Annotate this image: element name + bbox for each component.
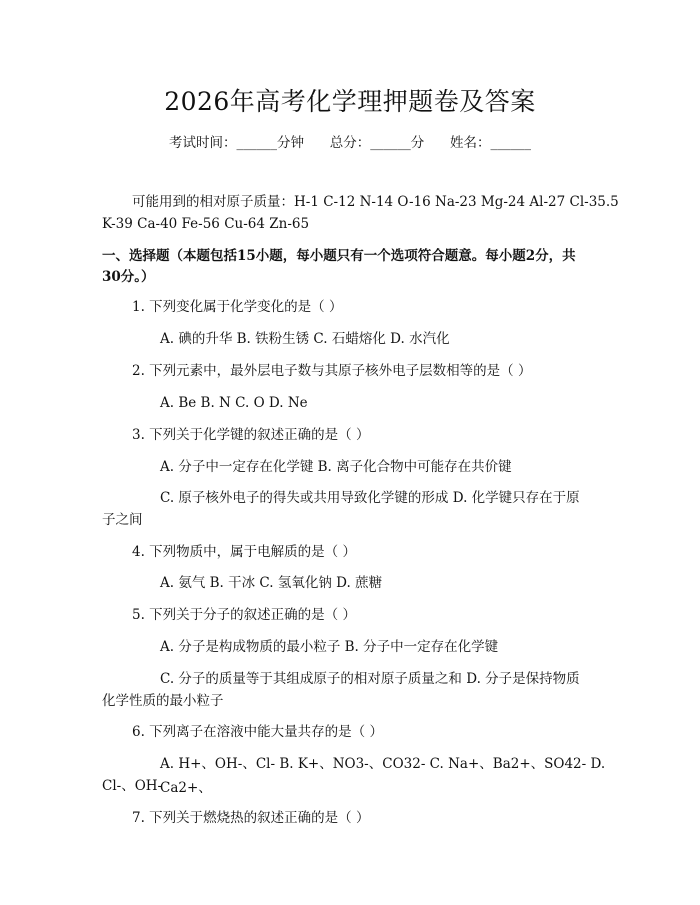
- section-heading-line-1: 一、选择题（本题包括15小题，每小题只有一个选项符合题意。每小题2分，共: [102, 248, 576, 264]
- question-3-options-line-2: C. 原子核外电子的得失或共用导致化学键的形成 D. 化学键只存在于原: [160, 490, 580, 506]
- question-3-stem: 3. 下列关于化学键的叙述正确的是（ ）: [132, 427, 370, 443]
- question-6-options-line-2: Cl-、OH-: [102, 778, 163, 794]
- question-1-options: A. 碘的升华 B. 铁粉生锈 C. 石蜡熔化 D. 水汽化: [160, 331, 450, 347]
- question-5-stem: 5. 下列关于分子的叙述正确的是（ ）: [132, 607, 356, 623]
- question-5-options-line-3: 化学性质的最小粒子: [102, 693, 224, 709]
- question-1-stem: 1. 下列变化属于化学变化的是（ ）: [132, 299, 343, 315]
- question-5-options-line-2: C. 分子的质量等于其组成原子的相对原子质量之和 D. 分子是保持物质: [160, 671, 580, 687]
- question-3-options-line-1: A. 分子中一定存在化学键 B. 离子化合物中可能存在共价键: [160, 459, 512, 475]
- page-title: 2026年高考化学理押题卷及答案: [164, 87, 536, 116]
- question-2-options: A. Be B. N C. O D. Ne: [160, 395, 308, 411]
- question-3-options-line-3: 子之间: [102, 512, 143, 528]
- question-4-stem: 4. 下列物质中，属于电解质的是（ ）: [132, 544, 356, 560]
- question-7-stem: 7. 下列关于燃烧热的叙述正确的是（ ）: [132, 810, 370, 826]
- question-2-stem: 2. 下列元素中，最外层电子数与其原子核外电子层数相等的是（ ）: [132, 363, 532, 379]
- question-5-options-line-1: A. 分子是构成物质的最小粒子 B. 分子中一定存在化学键: [160, 639, 499, 655]
- atomic-masses-line-1: 可能用到的相对原子质量：H-1 C-12 N-14 O-16 Na-23 Mg-24 Al-27 Cl-35.5: [132, 194, 619, 210]
- exam-info-line: 考试时间：______分钟 总分：______分 姓名：______: [169, 135, 531, 151]
- question-6-options-line-1: A. H+、OH-、Cl- B. K+、NO3-、CO32- C. Na+、Ba2+、SO42- D. Ca2+、: [160, 756, 610, 796]
- section-heading-line-2: 30分。）: [102, 269, 155, 285]
- question-4-options: A. 氨气 B. 干冰 C. 氢氧化钠 D. 蔗糖: [160, 575, 383, 591]
- atomic-masses-line-2: K-39 Ca-40 Fe-56 Cu-64 Zn-65: [102, 216, 310, 232]
- question-6-stem: 6. 下列离子在溶液中能大量共存的是（ ）: [132, 724, 383, 740]
